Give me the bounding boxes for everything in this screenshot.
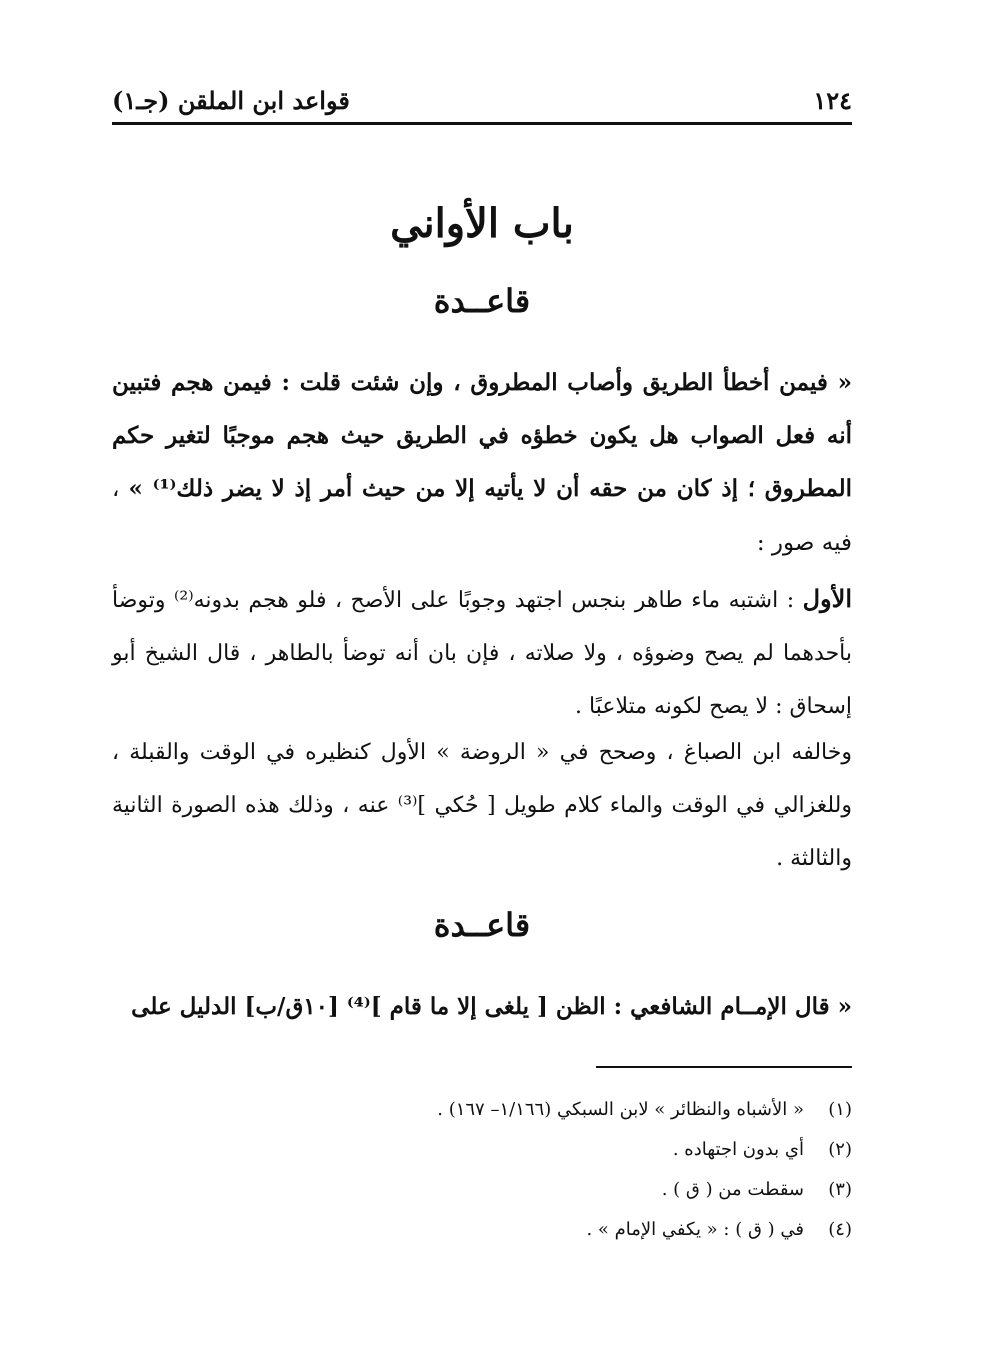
qaeda-2-statement: « قال الإمــام الشافعي : الظن [ يلغى إلا ما قام ]⁽⁴⁾ [١٠ق/ب] الدليل على (131, 993, 852, 1020)
footnote-rule (596, 1066, 852, 1068)
chapter-title: باب الأواني (390, 200, 574, 247)
qaeda-heading-2: قاعــدة (433, 906, 531, 944)
qaeda-1-statement-tail: ، فيه صور : (112, 476, 852, 556)
first-case-text: : اشتبه ماء طاهر بنجس اجتهد وجوبًا على الأصح ، فلو هجم بدونه⁽²⁾ وتوضأ بأحدهما لم يصح وضوؤه ، ولا صلاته ، فإن بان أنه توضأ بالطاهر ، قال الشيخ أبو إسحاق : لا يصح لكونه متلاعبًا . (112, 588, 852, 719)
second-paragraph: وخالفه ابن الصباغ ، وصحح في « الروضة » الأول كنظيره في الوقت والقبلة ، وللغزالي في الوقت والماء كلام طويل [ حُكي ]⁽³⁾ عنه ، وذلك هذه الصورة الثانية والثالثة . (112, 740, 852, 871)
footnote-number: (٤) (828, 1219, 852, 1240)
header-rule (112, 122, 852, 125)
footnote-item (112, 1210, 852, 1250)
running-title: قواعد ابن الملقن (جـ١) (112, 85, 350, 115)
footnote-number: (٣) (828, 1179, 852, 1200)
qaeda-1-statement (112, 356, 852, 570)
footnote-item (112, 1170, 852, 1210)
book-page (112, 0, 852, 1367)
first-case-label: الأول (802, 584, 852, 613)
footnote-text: سقطت من ( ق ) . (661, 1179, 804, 1200)
page-number: ١٢٤ (813, 85, 852, 115)
page-header (112, 80, 852, 120)
footnote-text: في ( ق ) : « يكفي الإمام » . (586, 1219, 804, 1240)
qaeda-heading-1: قاعــدة (433, 282, 531, 320)
footnote-number: (١) (828, 1099, 852, 1120)
footnote-item (112, 1130, 852, 1170)
qaeda-1-statement-text: « فيمن أخطأ الطريق وأصاب المطروق ، وإن شئت قلت : فيمن هجم فتبين أنه فعل الصواب هل يكون خطؤه في الطريق حيث هجم موجبًا لتغير حكم المطروق ؛ إذ كان من حقه أن لا يأتيه إلا من حيث أمر إذ لا يضر ذلك⁽¹⁾ » (112, 369, 853, 502)
footnote-number: (٢) (828, 1139, 852, 1160)
footnote-text: « الأشباه والنظائر » لابن السبكي (١/١٦٦– ١٦٧) . (437, 1099, 804, 1120)
footnote-text: أي بدون اجتهاده . (672, 1139, 804, 1160)
footnotes (112, 1090, 852, 1250)
footnote-item (112, 1090, 852, 1130)
first-case-paragraph (112, 572, 852, 733)
